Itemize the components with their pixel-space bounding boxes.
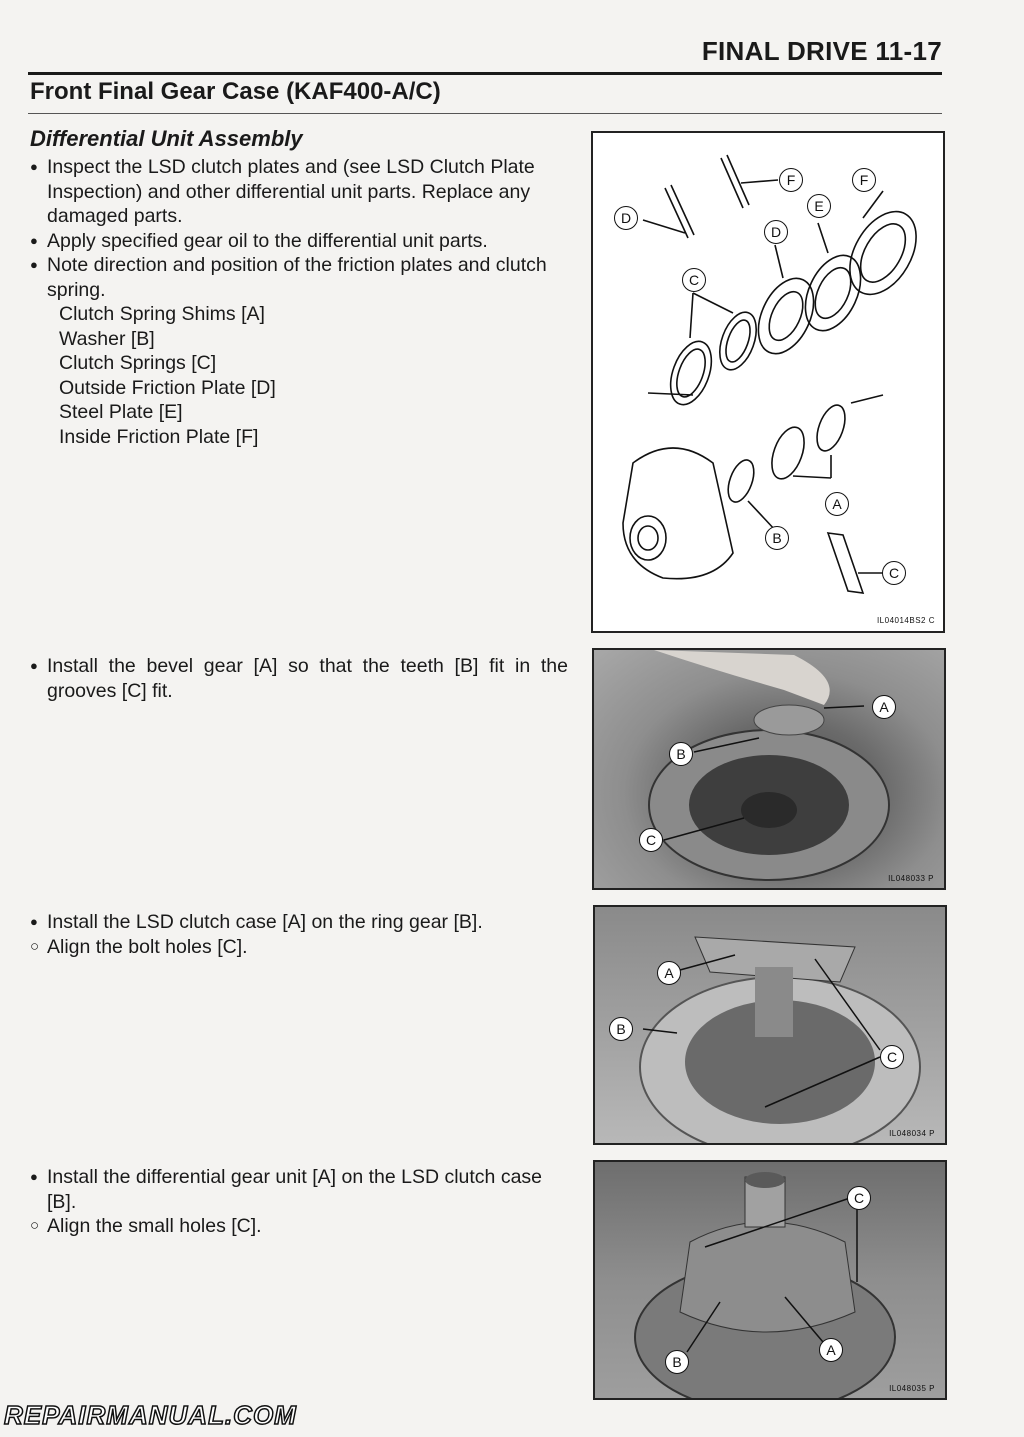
label-circle: C	[880, 1045, 904, 1069]
exploded-diagram-drawing	[593, 133, 943, 631]
assembly-steps-block	[30, 155, 570, 449]
label-circle: C	[882, 561, 906, 585]
section-rule	[28, 113, 942, 114]
parts-list	[30, 302, 570, 449]
label-circle: D	[614, 206, 638, 230]
label-circle: B	[609, 1017, 633, 1041]
label-circle: A	[657, 961, 681, 985]
photo-diff-unit	[593, 1160, 947, 1400]
watermark-logo: REPAIRMANUAL.COM	[4, 1400, 297, 1430]
label-circle: A	[819, 1338, 843, 1362]
label-circle: E	[807, 194, 831, 218]
section-title: Front Final Gear Case (KAF400-A/C)	[30, 78, 441, 105]
figure-caption: IL048035 P	[889, 1384, 935, 1393]
label-circle: C	[639, 828, 663, 852]
part-item: Steel Plate [E]	[59, 401, 183, 423]
label-circle: A	[872, 695, 896, 719]
step-lsd-case: ● Install the LSD clutch case [A] on the ring gear [B].	[30, 910, 570, 935]
photo-lsd-case-drawing	[595, 907, 945, 1143]
step-inspect: ● Inspect the LSD clutch plates and (see LSD Clutch Plate Inspection) and other differential unit parts. Replace any damaged parts.	[30, 155, 570, 229]
photo-lsd-case	[593, 905, 947, 1145]
part-item: Clutch Springs [C]	[59, 352, 217, 374]
lsd-case-step-block	[30, 910, 570, 959]
header-rule	[28, 72, 942, 75]
label-circle: F	[779, 168, 803, 192]
label-circle: F	[852, 168, 876, 192]
photo-bevel-gear	[592, 648, 946, 890]
step-diff-unit-align: ○ Align the small holes [C].	[30, 1214, 570, 1239]
part-item: Outside Friction Plate [D]	[59, 376, 276, 399]
label-circle: B	[765, 526, 789, 550]
part-item: Clutch Spring Shims [A]	[59, 303, 265, 325]
figure-caption: IL048034 P	[889, 1129, 935, 1138]
diff-unit-step-block	[30, 1165, 570, 1239]
step-bevel-gear: ● Install the bevel gear [A] so that the teeth [B] fit in the grooves [C] fit.	[30, 654, 568, 703]
label-circle: C	[847, 1186, 871, 1210]
page-header-title: FINAL DRIVE 11-17	[701, 36, 942, 66]
figure-caption: IL048033 P	[888, 874, 934, 883]
part-item: Washer [B]	[59, 327, 155, 350]
label-circle: A	[825, 492, 849, 516]
subsection-title: Differential Unit Assembly	[30, 126, 303, 151]
label-circle: C	[682, 268, 706, 292]
label-circle: B	[669, 742, 693, 766]
step-lsd-case-align: ○ Align the bolt holes [C].	[30, 935, 570, 960]
photo-diff-unit-drawing	[595, 1162, 945, 1398]
bevel-gear-step-block	[30, 654, 568, 703]
step-diff-unit: ● Install the differential gear unit [A] on the LSD clutch case [B].	[30, 1165, 570, 1214]
step-note-direction: ● Note direction and position of the friction plates and clutch spring.	[30, 253, 570, 302]
label-circle: D	[764, 220, 788, 244]
label-circle: B	[665, 1350, 689, 1374]
figure-caption: IL04014BS2 C	[876, 616, 935, 625]
step-apply-oil: ● Apply specified gear oil to the differential unit parts.	[30, 229, 570, 254]
exploded-diagram	[591, 131, 945, 633]
part-item: Inside Friction Plate [F]	[59, 425, 259, 448]
photo-bevel-gear-drawing	[594, 650, 944, 888]
